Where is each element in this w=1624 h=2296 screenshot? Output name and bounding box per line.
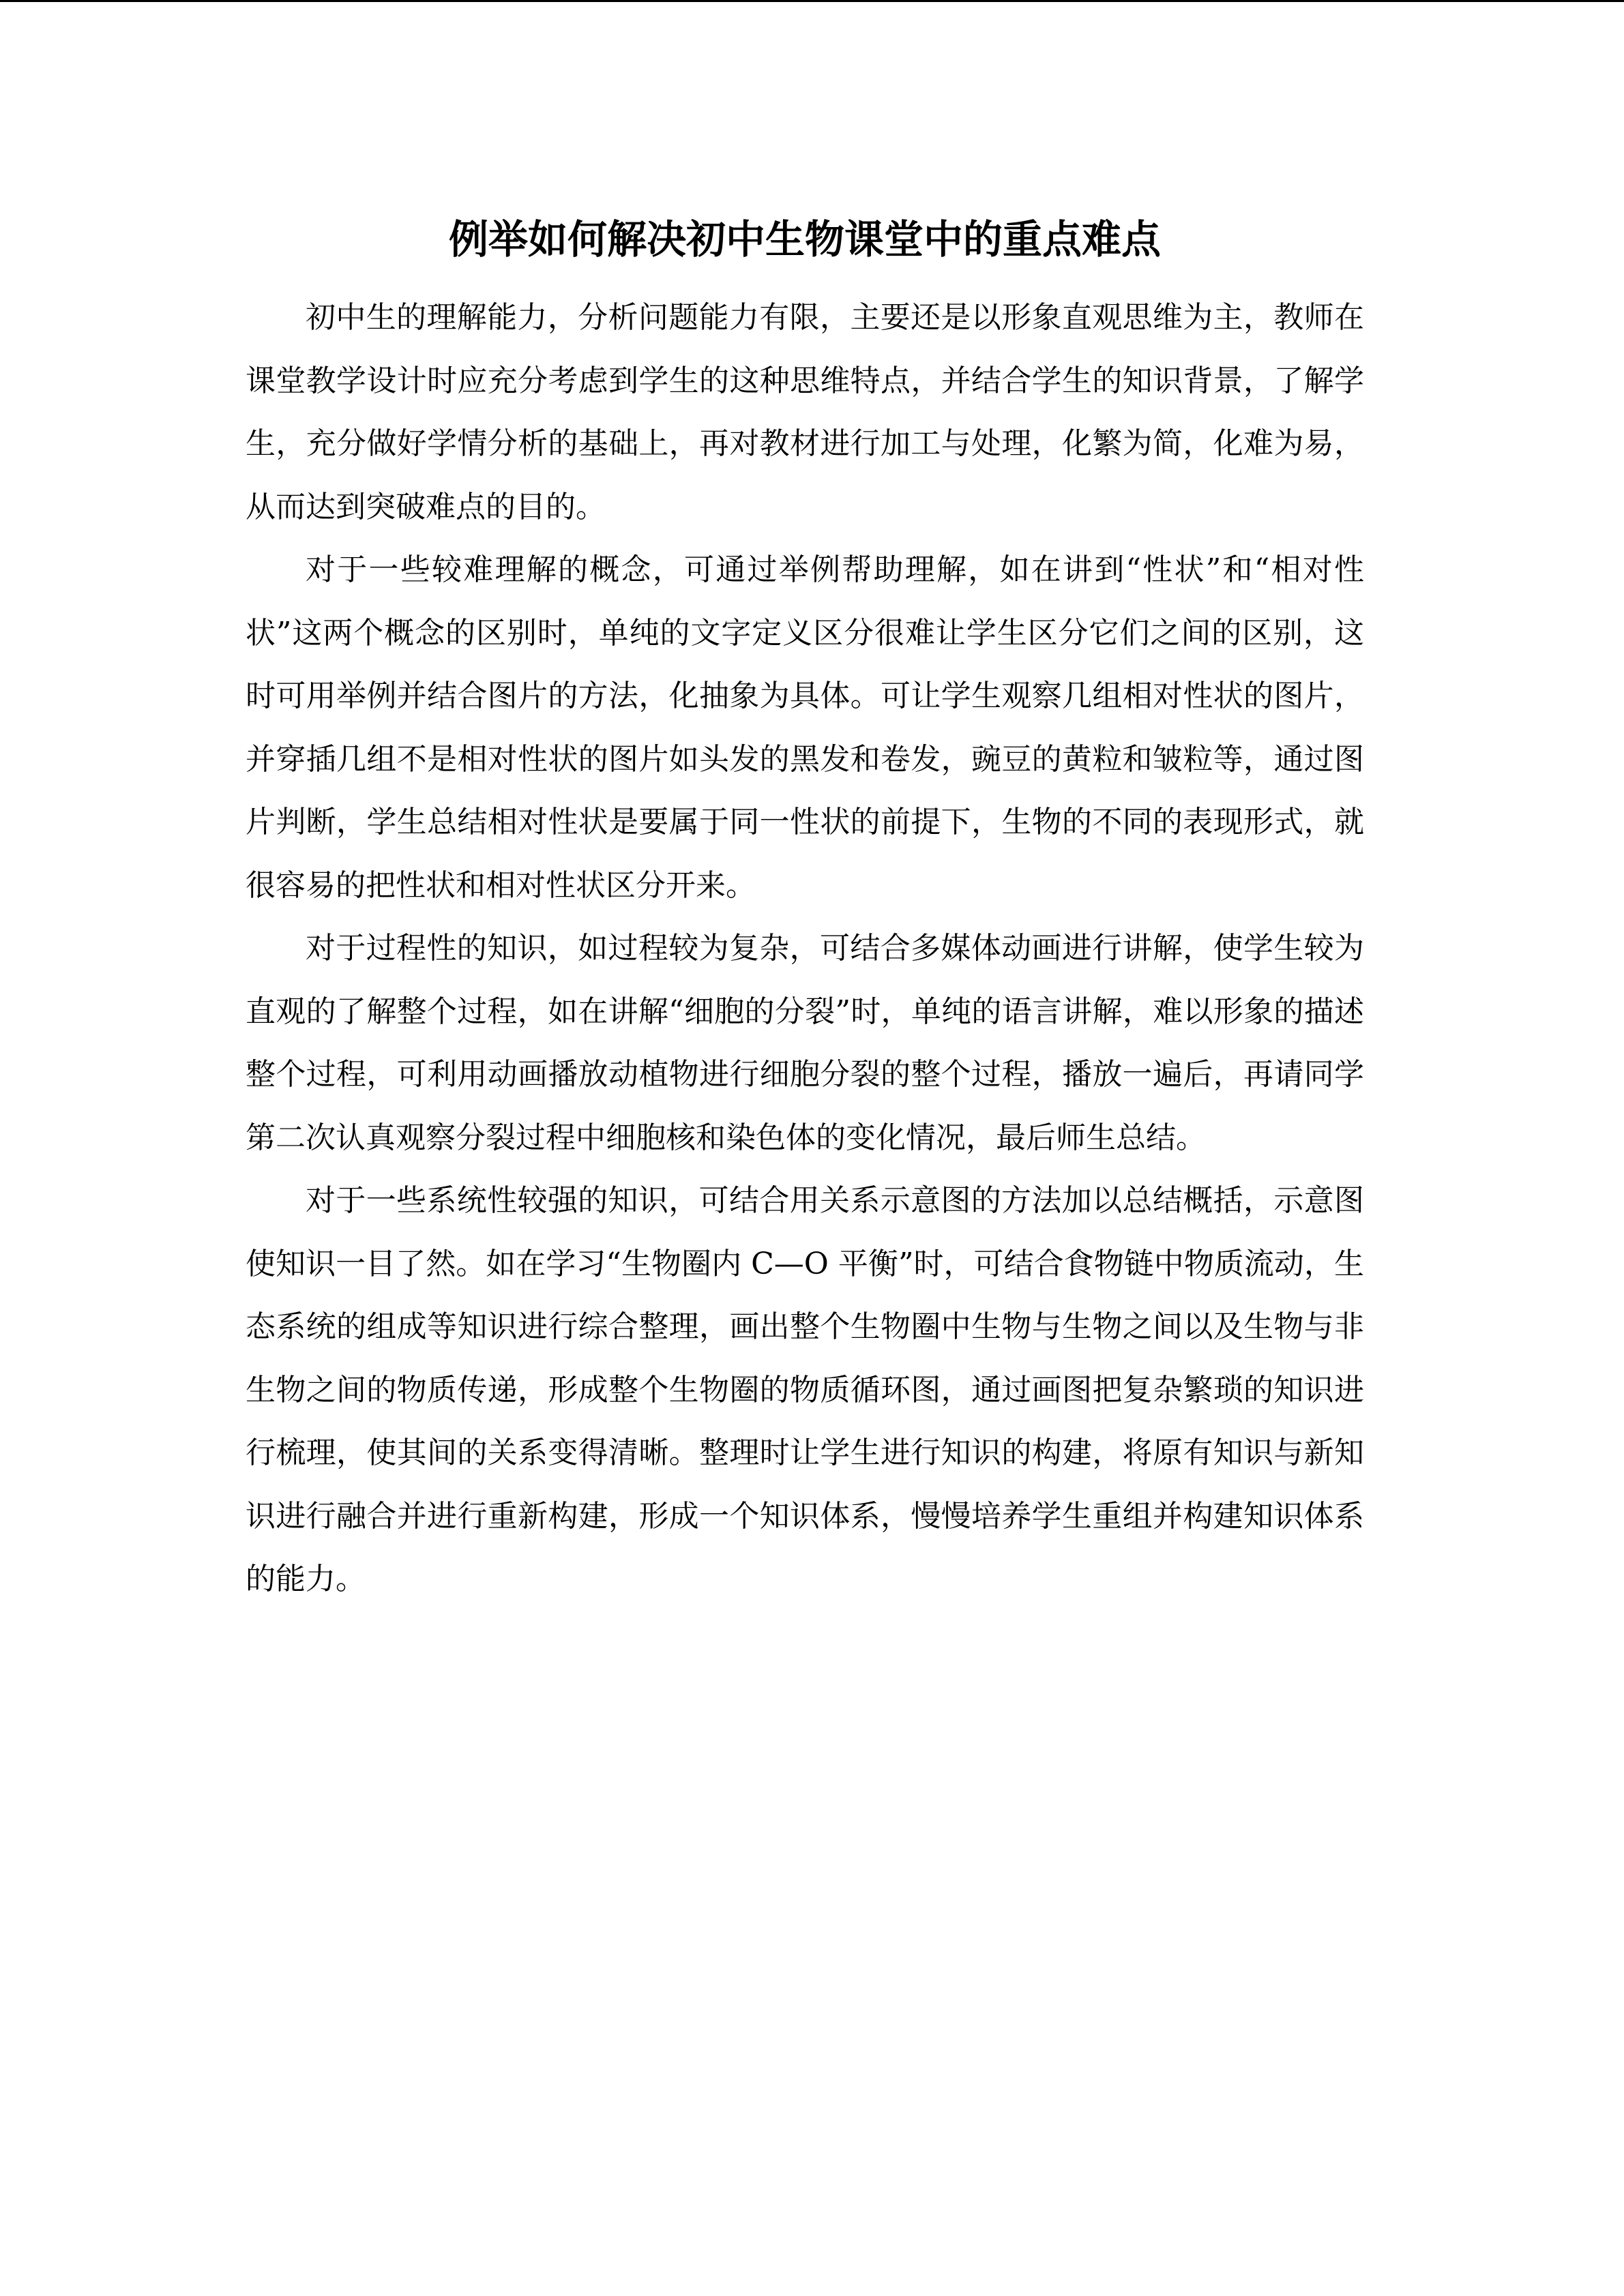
paragraph-concept-examples: 对于一些较难理解的概念，可通过举例帮助理解，如在讲到“性状”和“相对性状”这两个概念的区别时，单纯的文字定义区分很难让学生区分它们之间的区别，这时可用举例并结合图片的方法，化抽象为具体。可让学生观察几组相对性状的图片，并穿插几组不是相对性状的图片如头发的黑发和卷发，豌豆的黄粒和皱粒等，通过图片判断，学生总结相对性状是要属于同一性状的前提下，生物的不同的表现形式，就很容易的把性状和相对性状区分开来。 <box>246 552 1364 903</box>
document-title: 例举如何解决初中生物课堂中的重点难点 <box>448 216 1161 263</box>
paragraph-system-diagram: 对于一些系统性较强的知识，可结合用关系示意图的方法加以总结概括，示意图使知识一目了然。如在学习“生物圈内 C—O 平衡”时，可结合食物链中物质流动，生态系统的组成等知识进行综合整理，画出整个生物圈中生物与生物之间以及生物与非生物之间的物质传递，形成整个生物圈的物质循环图，通过画图把复杂繁琐的知识进行梳理，使其间的关系变得清晰。整理时让学生进行知识的构建，将原有知识与新知识进行融合并进行重新构建，形成一个知识体系，慢慢培养学生重组并构建知识体系的能力。 <box>246 1183 1364 1596</box>
paragraph-intro: 初中生的理解能力，分析问题能力有限，主要还是以形象直观思维为主，教师在课堂教学设计时应充分考虑到学生的这种思维特点，并结合学生的知识背景，了解学生，充分做好学情分析的基础上，再对教材进行加工与处理，化繁为简，化难为易，从而达到突破难点的目的。 <box>246 300 1364 524</box>
document-body <box>246 286 1364 1611</box>
paragraph-process-animation: 对于过程性的知识，如过程较为复杂，可结合多媒体动画进行讲解，使学生较为直观的了解整个过程，如在讲解“细胞的分裂”时，单纯的语言讲解，难以形象的描述整个过程，可利用动画播放动植物进行细胞分裂的整个过程，播放一遍后，再请同学第二次认真观察分裂过程中细胞核和染色体的变化情况，最后师生总结。 <box>246 931 1364 1155</box>
